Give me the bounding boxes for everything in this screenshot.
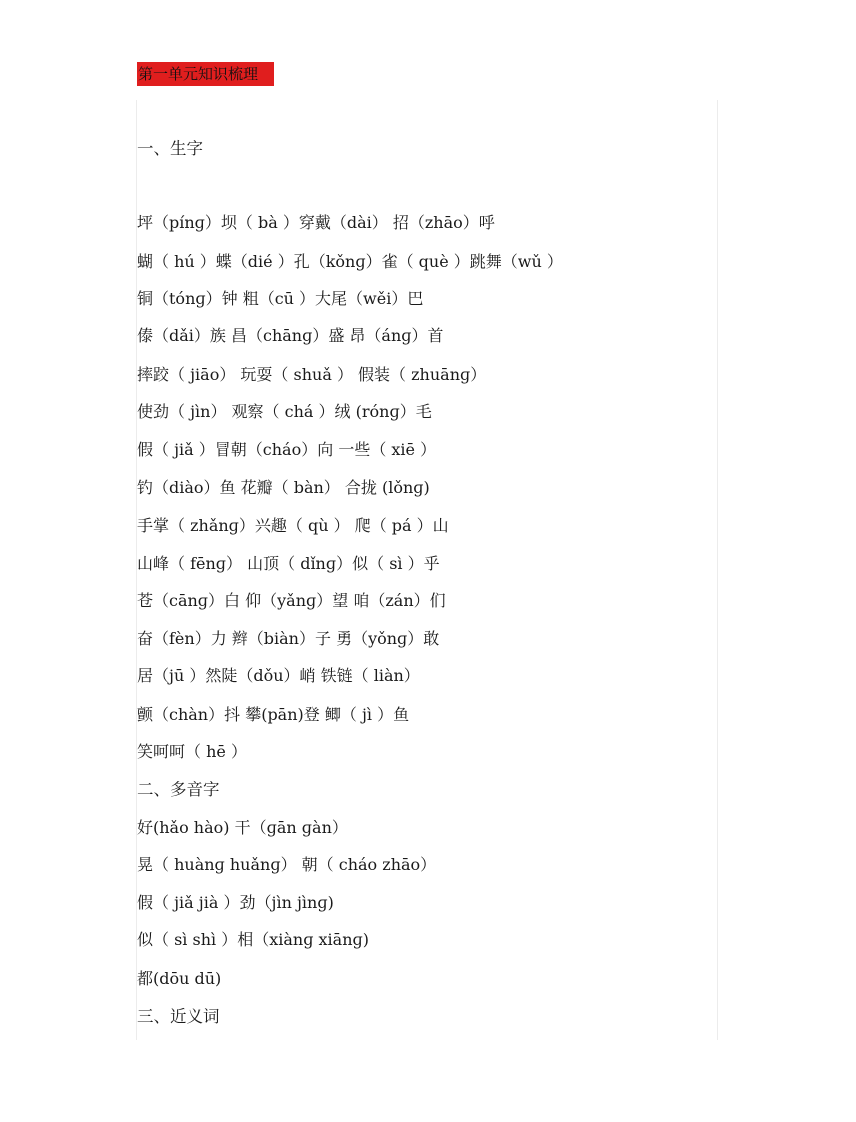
polyphonic-line: 晃（ huànɡ huǎnɡ） 朝（ cháo zhāo） xyxy=(137,855,437,874)
character-line: 钓（diào）鱼 花瓣（ bàn） 合拢 (lǒnɡ) xyxy=(137,478,430,497)
character-line: 坪（pínɡ）坝（ bà ）穿戴（dài） 招（zhāo）呼 xyxy=(137,213,495,232)
character-line: 居（jū ）然陡（dǒu）峭 铁链（ liàn） xyxy=(137,666,420,685)
character-line: 铜（tónɡ）钟 粗（cū ）大尾（wěi）巴 xyxy=(137,289,424,308)
character-line: 蝴（ hú ）蝶（dié ）孔（kǒnɡ）雀（ què ）跳舞（wǔ ） xyxy=(137,252,563,271)
polyphonic-line: 似（ sì shì ）相（xiànɡ xiānɡ) xyxy=(137,930,370,949)
character-line: 奋（fèn）力 辫（biàn）子 勇（yǒnɡ）敢 xyxy=(137,629,440,648)
character-line: 笑呵呵（ hē ） xyxy=(137,742,247,761)
character-line: 山峰（ fēnɡ） 山顶（ dǐnɡ）似（ sì ）乎 xyxy=(137,554,440,573)
polyphonic-line: 都(dōu dū) xyxy=(137,969,222,988)
character-line: 假（ jiǎ ）冒朝（cháo）向 一些（ xiē ） xyxy=(137,440,437,459)
polyphonic-line: 好(hǎo hào) 干（ɡān ɡàn） xyxy=(137,818,348,837)
section-heading-polyphonic: 二、多音字 xyxy=(137,780,220,799)
character-line: 颤（chàn）抖 攀(pān)登 鲫（ jì ）鱼 xyxy=(137,705,410,724)
character-line: 手掌（ zhǎnɡ）兴趣（ qù ） 爬（ pá ）山 xyxy=(137,516,449,535)
section-heading-new-characters: 一、生字 xyxy=(137,139,203,158)
character-line: 使劲（ jìn） 观察（ chá ）绒 (rónɡ）毛 xyxy=(137,402,432,421)
document-title: 第一单元知识梳理 xyxy=(138,65,259,83)
polyphonic-line: 假（ jiǎ jià ）劲（jìn jìnɡ) xyxy=(137,893,334,912)
character-line: 苍（cānɡ）白 仰（yǎnɡ）望 咱（zán）们 xyxy=(137,591,446,610)
section-heading-synonyms: 三、近义词 xyxy=(137,1007,220,1026)
right-margin-rule xyxy=(717,100,718,1040)
character-line: 摔跤（ jiāo） 玩耍（ shuǎ ） 假装（ zhuānɡ） xyxy=(137,365,487,384)
character-line: 傣（dǎi）族 昌（chānɡ）盛 昂（ánɡ）首 xyxy=(137,326,444,345)
